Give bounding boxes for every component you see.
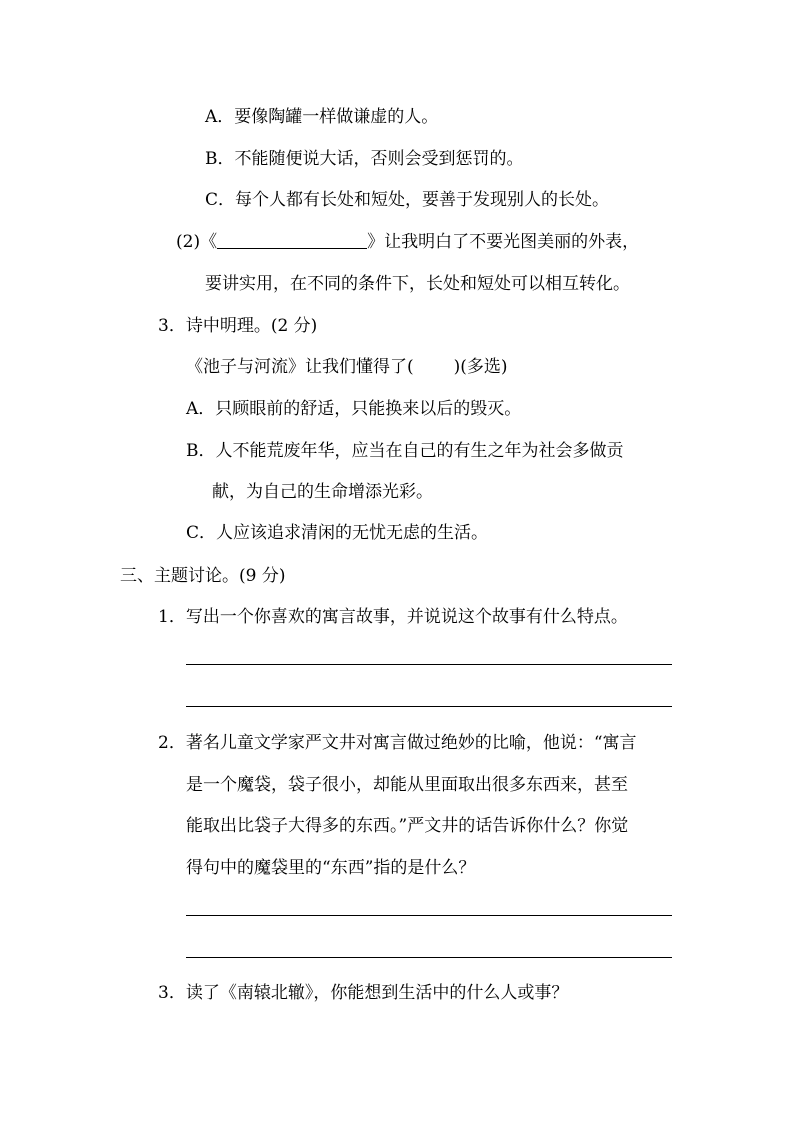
q1-answer-line-2[interactable] — [186, 706, 672, 707]
q2-1-option-c: C．每个人都有长处和短处，要善于发现别人的长处。 — [205, 190, 610, 210]
q2-2-line1 — [176, 231, 639, 253]
q2-1-option-b: B．不能随便说大话，否则会受到惩罚的。 — [205, 149, 524, 169]
q1-answer-line-1[interactable] — [186, 664, 672, 665]
q3-stem-after: )(多选) — [453, 357, 508, 377]
q3-option-b-line1: B．人不能荒废年华，应当在自己的有生之年为社会多做贡 — [186, 441, 624, 461]
q3-option-b-line2: 献，为自己的生命增添光彩。 — [212, 482, 433, 502]
q3-option-c: C．人应该追求清闲的无忧无虑的生活。 — [186, 523, 489, 543]
section3-q2-line2: 是一个魔袋，袋子很小，却能从里面取出很多东西来，甚至 — [186, 775, 628, 795]
section3-q2-line1: 2．著名儿童文学家严文井对寓言做过绝妙的比喻，他说：“寓言 — [158, 733, 637, 753]
section3-q2-line4: 得句中的魔袋里的“东西”指的是什么？ — [186, 858, 476, 878]
q2-2-line2: 要讲实用，在不同的条件下，长处和短处可以相互转化。 — [205, 274, 630, 294]
q3-option-a: A．只顾眼前的舒适，只能换来以后的毁灭。 — [186, 399, 522, 419]
q2-1-option-a: A．要像陶罐一样做谦虚的人。 — [205, 107, 439, 127]
q2-answer-line-2[interactable] — [186, 957, 672, 958]
q3-title: 3．诗中明理。(2 分) — [158, 316, 318, 336]
title-blank[interactable] — [217, 232, 367, 249]
section3-heading: 三、主题讨论。(9 分) — [120, 566, 286, 586]
q2-answer-line-1[interactable] — [186, 915, 672, 916]
section3-q2-line3: 能取出比袋子大得多的东西。”严文井的话告诉你什么？你觉 — [186, 816, 629, 836]
section3-q1: 1．写出一个你喜欢的寓言故事，并说说这个故事有什么特点。 — [158, 607, 628, 627]
section3-q3: 3．读了《南辕北辙》，你能想到生活中的什么人或事？ — [158, 983, 569, 1003]
q2-2-suffix: 》让我明白了不要光图美丽的外表， — [367, 232, 640, 252]
q3-stem — [186, 356, 508, 378]
q2-2-prefix: (2)《 — [176, 232, 218, 252]
q3-stem-before: 《池子与河流》让我们懂得了( — [186, 357, 414, 377]
